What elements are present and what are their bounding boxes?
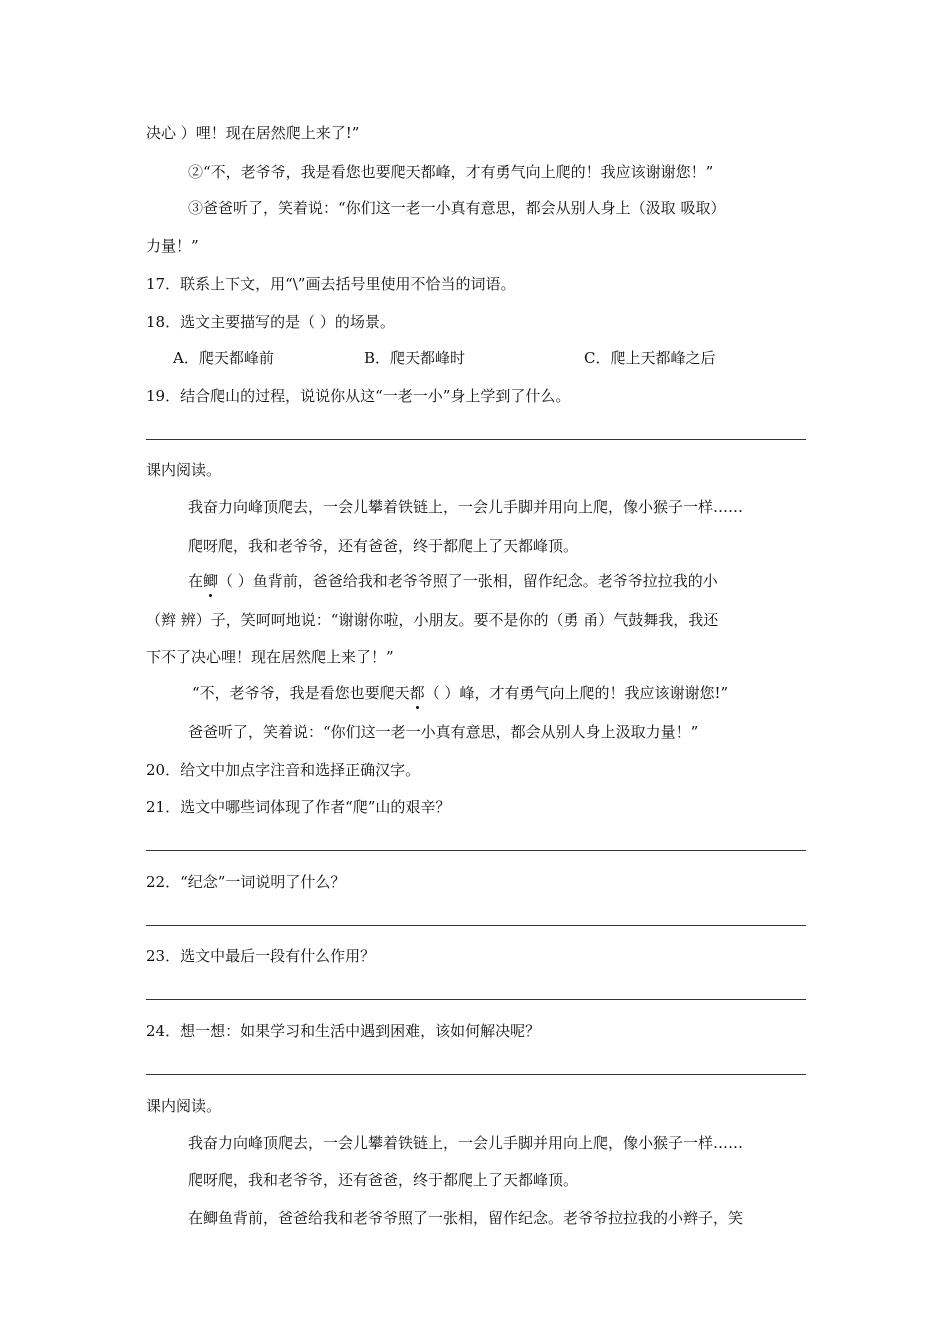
question-21: 21．选文中哪些词体现了作者“爬”山的艰辛？ (146, 798, 451, 816)
question-18: 18．选文主要描写的是（ ）的场景。 (146, 313, 395, 331)
question-17: 17．联系上下文，用“\”画去括号里使用不恰当的词语。 (146, 275, 516, 293)
section2-heading: 课内阅读。 (146, 461, 222, 479)
question-20: 20．给文中加点字注音和选择正确汉字。 (146, 761, 421, 779)
text-segment: “不，老爷爷，我是看您也要爬天 (192, 684, 410, 702)
text-segment: 在 (188, 572, 204, 590)
question-19: 19．结合爬山的过程，说说你从这“一老一小”身上学到了什么。 (146, 387, 571, 405)
section3-heading: 课内阅读。 (146, 1097, 222, 1115)
question-24: 24．想一想：如果学习和生活中遇到困难，该如何解决呢？ (146, 1022, 541, 1040)
section2-paragraph2-line2: （辫 辨）子，笑呵呵地说：“谢谢你啦，小朋友。要不是你的（勇 甬）气鼓舞我，我还 (146, 611, 719, 629)
section2-paragraph3 (192, 683, 728, 703)
passage1-line4: 力量！” (146, 237, 199, 255)
question-18-option-b: B．爬天都峰时 (364, 349, 466, 367)
section2-paragraph4: 爸爸听了，笑着说：“你们这一老一小真有意思，都会从别人身上汲取力量！” (188, 723, 699, 741)
section2-paragraph2-line3: 下不了决心哩！现在居然爬上来了！” (146, 648, 394, 666)
answer-line (146, 999, 806, 1000)
question-23: 23．选文中最后一段有什么作用？ (146, 947, 376, 965)
answer-line (146, 925, 806, 926)
passage1-line2: ②“不，老爷爷，我是看您也要爬天都峰，才有勇气向上爬的！我应该谢谢您！” (188, 163, 714, 181)
text-segment: （ ）鱼背前，爸爸给我和老爷爷照了一张相，留作纪念。老爷爷拉拉我的小 (218, 572, 718, 590)
answer-line (146, 1074, 806, 1075)
answer-line (146, 850, 806, 851)
section3-paragraph2-line1: 在鲫鱼背前，爸爸给我和老爷爷照了一张相，留作纪念。老爷爷拉拉我的小辫子，笑 (188, 1209, 744, 1227)
passage1-line3: ③爸爸听了，笑着说：“你们这一老一小真有意思，都会从别人身上（汲取 吸取） (188, 199, 726, 217)
text-segment: （ ）峰，才有勇气向上爬的！我应该谢谢您!” (424, 684, 729, 702)
section2-paragraph1-line2: 爬呀爬，我和老爷爷，还有爸爸，终于都爬上了天都峰顶。 (188, 537, 579, 555)
section2-paragraph1-line1: 我奋力向峰顶爬去，一会儿攀着铁链上，一会儿手脚并用向上爬，像小猴子一样…… (188, 498, 744, 516)
question-18-option-c: C．爬上天都峰之后 (584, 349, 716, 367)
section3-paragraph1-line1: 我奋力向峰顶爬去，一会儿攀着铁链上，一会儿手脚并用向上爬，像小猴子一样…… (188, 1134, 744, 1152)
passage1-line1: 决心 ）哩！现在居然爬上来了!” (146, 124, 360, 142)
answer-line (146, 439, 806, 440)
section2-paragraph2-line1 (188, 571, 718, 591)
dotted-character: 都 (409, 684, 425, 702)
section3-paragraph1-line2: 爬呀爬，我和老爷爷，还有爸爸，终于都爬上了天都峰顶。 (188, 1171, 579, 1189)
question-22: 22．“纪念”一词说明了什么？ (146, 873, 346, 891)
dotted-character: 鲫 (203, 572, 219, 590)
question-18-option-a: A．爬天都峰前 (173, 349, 274, 367)
